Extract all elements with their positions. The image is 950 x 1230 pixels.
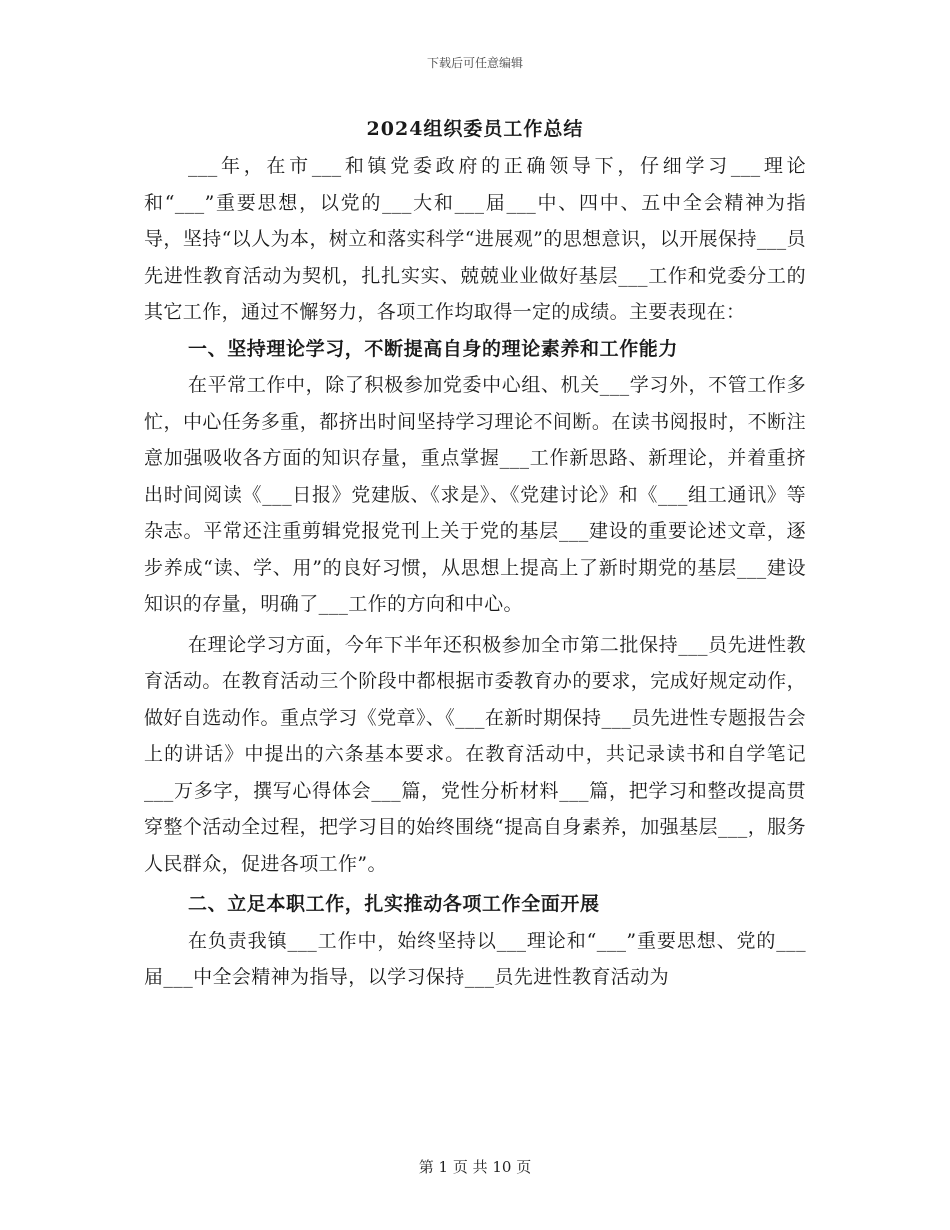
- intro-paragraph: ___年，在市___和镇党委政府的正确领导下，仔细学习___理论和“___”重要思想，以党的___大和___届___中、四中、五中全会精神为指导，坚持“以人为本，树立和落实科学“进展观”的思想意识，以开展保持___员先进性教育活动为契机，扎扎实实、兢兢业业做好基层___工作和党委分工的其它工作，通过不懈努力，各项工作均取得一定的成绩。主要表现在：: [144, 155, 806, 323]
- section1-paragraph-2: 在理论学习方面，今年下半年还积极参加全市第二批保持___员先进性教育活动。在教育活动三个阶段中都根据市委教育办的要求，完成好规定动作，做好自选动作。重点学习《党章》、《___在新时期保持___员先进性专题报告会上的讲话》中提出的六条基本要求。在教育活动中，共记录读书和自学笔记___万多字，撰写心得体会___篇，党性分析材料___篇，把学习和整改提高贯穿整个活动全过程，把学习目的始终围绕“提高自身素养，加强基层___，服务人民群众，促进各项工作”。: [144, 633, 806, 875]
- document-body: [144, 148, 806, 996]
- section2-paragraph-1: 在负责我镇___工作中，始终坚持以___理论和“___”重要思想、党的___届___中全会精神为指导，以学习保持___员先进性教育活动为: [144, 929, 806, 988]
- header-note: 下载后可任意编辑: [426, 56, 523, 70]
- section1-paragraph-1: 在平常工作中，除了积极参加党委中心组、机关___学习外，不管工作多忙，中心任务多重，都挤出时间坚持学习理论不间断。在读书阅报时，不断注意加强吸收各方面的知识存量，重点掌握___工作新思路、新理论，并着重挤出时间阅读《___日报》党建版、《求是》、《党建讨论》和《___组工通讯》等杂志。平常还注重剪辑党报党刊上关于党的基层___建设的重要论述文章，逐步养成“读、学、用”的良好习惯，从思想上提高上了新时期党的基层___建设知识的存量，明确了___工作的方向和中心。: [144, 374, 806, 615]
- section-heading-2: 二、立足本职工作，扎实推动各项工作全面开展: [188, 893, 600, 915]
- section-heading-1: 一、坚持理论学习，不断提高自身的理论素养和工作能力: [188, 337, 679, 360]
- document-title: 2024组织委员工作总结: [366, 118, 584, 140]
- page-number-footer: 第 1 页 共 10 页: [418, 1158, 532, 1176]
